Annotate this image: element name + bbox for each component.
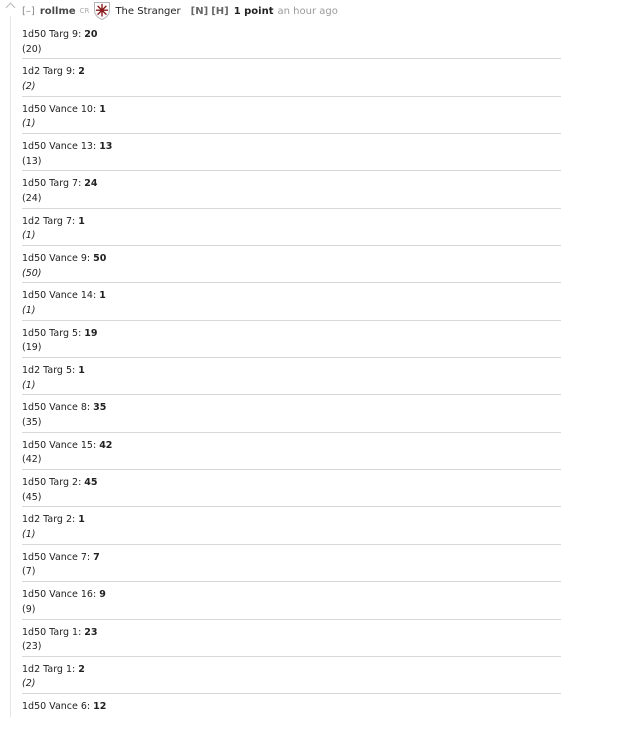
roll-label: 1d2 Targ 9: [22,66,79,78]
roll-line [22,327,561,342]
chevron-up-icon[interactable] [6,3,16,13]
roll-line [22,401,561,416]
roll-result: 1 [78,215,85,227]
roll-line [22,588,561,603]
roll-line [22,65,561,80]
roll-entry [22,171,561,208]
comment-header [22,0,338,22]
comment-score: 1 point [233,5,274,17]
roll-line [22,663,561,678]
roll-detail: (19) [22,342,42,354]
flair-text: The Stranger [115,5,181,17]
roll-label: 1d2 Targ 2: [22,514,79,526]
roll-label: 1d50 Targ 2: [22,477,85,489]
roll-result: 9 [99,589,106,601]
roll-detail: (45) [22,491,42,503]
roll-line [22,513,561,528]
roll-detail: (1) [22,304,36,316]
roll-result: 45 [84,477,98,489]
author-flair: CR [79,7,90,15]
roll-detail: (13) [22,155,42,167]
roll-detail: (50) [22,267,42,279]
roll-label: 1d50 Vance 7: [22,551,94,563]
roll-label: 1d50 Vance 14: [22,290,100,302]
roll-detail: (1) [22,118,36,130]
tag-h: [H] [211,5,229,17]
roll-entry [22,395,561,432]
roll-entry [22,97,561,134]
roll-entry [22,507,561,544]
roll-entry [22,22,561,59]
roll-label: 1d50 Vance 15: [22,439,100,451]
roll-detail: (2) [22,678,36,690]
roll-line [22,28,561,43]
roll-label: 1d50 Targ 9: [22,29,85,40]
roll-result: 1 [78,365,85,377]
roll-result: 23 [84,626,98,638]
roll-result: 2 [78,663,85,675]
roll-label: 1d50 Vance 8: [22,402,94,414]
roll-line [22,177,561,192]
roll-line [22,476,561,491]
roll-label: 1d50 Vance 10: [22,103,100,115]
roll-entry [22,209,561,246]
roll-entry [22,433,561,470]
roll-line [22,551,561,566]
roll-detail: (7) [22,566,36,578]
roll-detail: (1) [22,379,36,391]
roll-result: 24 [84,178,98,190]
roll-label: 1d2 Targ 7: [22,215,79,227]
comment-timestamp: an hour ago [277,5,338,17]
roll-entry [22,358,561,395]
roll-detail: (42) [22,454,42,466]
roll-entry [22,283,561,320]
roll-line [22,700,561,715]
roll-detail: (20) [22,43,42,55]
roll-entry [22,582,561,619]
roll-line [22,626,561,641]
roll-detail: (9) [22,603,36,615]
roll-label: 1d50 Targ 7: [22,178,85,190]
author-link[interactable]: rollme [39,5,76,17]
roll-result: 50 [93,253,107,265]
roll-line [22,364,561,379]
roll-label: 1d50 Vance 6: [22,701,94,713]
roll-entry [22,321,561,358]
roll-detail: (35) [22,416,42,428]
roll-line [22,252,561,267]
comment-body [22,22,561,732]
roll-detail: (23) [22,641,42,652]
roll-result: 13 [99,141,113,153]
roll-label: 1d2 Targ 1: [22,663,79,675]
roll-result: 1 [99,103,106,115]
tag-n: [N] [190,5,209,17]
shield-star-icon [93,1,111,21]
roll-label: 1d50 Targ 1: [22,626,85,638]
roll-result: 20 [84,29,98,40]
roll-result: 2 [78,66,85,78]
roll-entry [22,59,561,96]
roll-detail: (2) [22,80,36,92]
roll-detail: (24) [22,192,42,204]
roll-entry [22,694,561,731]
roll-line [22,140,561,155]
roll-line [22,215,561,230]
collapse-toggle[interactable]: [–] [22,5,35,17]
roll-result: 42 [99,439,113,451]
roll-result: 1 [78,514,85,526]
roll-entry [22,657,561,694]
roll-entry [22,470,561,507]
roll-line [22,439,561,454]
roll-result: 1 [99,290,106,302]
roll-line [22,103,561,118]
roll-line [22,289,561,304]
roll-entry [22,545,561,582]
roll-result: 19 [84,327,98,339]
roll-result: 35 [93,402,107,414]
roll-detail: (1) [22,230,36,242]
roll-entry [22,620,561,657]
roll-entry [22,246,561,283]
roll-label: 1d2 Targ 5: [22,365,79,377]
comment-thread-line [10,16,11,717]
roll-label: 1d50 Vance 16: [22,589,100,601]
roll-detail: (1) [22,528,36,540]
roll-label: 1d50 Targ 5: [22,327,85,339]
roll-label: 1d50 Vance 13: [22,141,100,153]
roll-result: 12 [93,701,107,713]
roll-label: 1d50 Vance 9: [22,253,94,265]
roll-result: 7 [93,551,100,563]
roll-entry [22,134,561,171]
